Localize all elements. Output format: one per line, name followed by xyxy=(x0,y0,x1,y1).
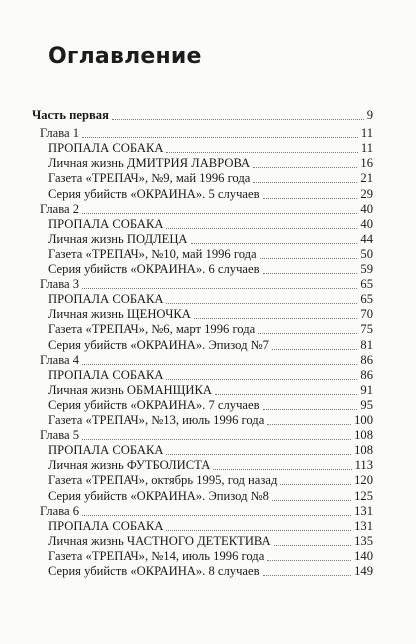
toc-section-entry xyxy=(48,247,373,262)
dot-leader xyxy=(166,228,357,229)
dot-leader xyxy=(263,198,358,199)
page-title: Оглавление xyxy=(48,44,202,69)
toc-chapter-entry xyxy=(40,202,373,217)
toc-entry-title: Газета «ТРЕПАЧ», №6, март 1996 года xyxy=(48,322,256,337)
dot-leader xyxy=(82,364,357,365)
dot-leader xyxy=(191,243,358,244)
dot-leader xyxy=(267,560,351,561)
dot-leader xyxy=(166,454,351,455)
toc-section-entry xyxy=(48,217,373,232)
toc-section-entry xyxy=(48,368,373,383)
toc-page-number: 131 xyxy=(354,503,373,518)
toc-section-entry xyxy=(48,413,373,428)
dot-leader xyxy=(267,424,351,425)
toc-section-entry xyxy=(48,489,373,504)
toc-page-number: 16 xyxy=(360,156,373,171)
toc-entry-title: ПРОПАЛА СОБАКА xyxy=(48,292,164,307)
toc-entry-title: Серия убийств «ОКРАИНА». 8 случаев xyxy=(48,564,260,578)
toc-chapter-entry xyxy=(40,353,373,368)
toc-section-entry xyxy=(48,549,373,564)
toc-chapter-entry xyxy=(40,126,373,141)
toc-page-number: 11 xyxy=(360,126,373,141)
toc-entry-title: Газета «ТРЕПАЧ», №13, июль 1996 года xyxy=(48,413,265,427)
toc-chapter-entry xyxy=(40,428,373,443)
toc-entry-title: ПРОПАЛА СОБАКА xyxy=(48,518,164,533)
dot-leader xyxy=(82,137,358,138)
toc-page-number: 59 xyxy=(360,262,373,276)
toc-entry-title: Серия убийств «ОКРАИНА». 7 случаев xyxy=(48,397,260,412)
toc-page-number: 86 xyxy=(360,367,373,382)
dot-leader xyxy=(215,394,357,395)
toc-section-entry xyxy=(48,292,373,307)
toc-entry-title: Личная жизнь ДМИТРИЯ ЛАВРОВА xyxy=(48,156,251,171)
toc-page-number: 50 xyxy=(360,246,373,261)
dot-leader xyxy=(82,213,357,214)
toc-entry-title: Личная жизнь ЧАСТНОГО ДЕТЕКТИВА xyxy=(48,533,271,548)
toc-page-number: 40 xyxy=(360,216,373,231)
dot-leader xyxy=(258,333,357,334)
dot-leader xyxy=(253,167,357,168)
toc-entry-title: Серия убийств «ОКРАИНА». Эпизод №7 xyxy=(48,337,269,352)
toc-entry-title: ПРОПАЛА СОБАКА xyxy=(48,216,164,231)
toc-entry-title: Газета «ТРЕПАЧ», №10, май 1996 года xyxy=(48,246,257,261)
toc-entry-title: Газета «ТРЕПАЧ», №9, май 1996 года xyxy=(48,171,251,186)
dot-leader xyxy=(166,530,351,531)
toc-entry-title: Глава 4 xyxy=(40,352,80,367)
dot-leader xyxy=(274,545,351,546)
dot-leader xyxy=(112,119,364,120)
toc-page-number: 125 xyxy=(354,488,373,503)
toc-page-number: 120 xyxy=(354,473,373,488)
toc-entry-title: Личная жизнь ОБМАНЩИКА xyxy=(48,382,212,397)
toc-section-entry xyxy=(48,156,373,171)
dot-leader xyxy=(166,303,357,304)
toc-page-number: 95 xyxy=(360,397,373,412)
toc-entry-title: Глава 3 xyxy=(40,277,80,292)
dot-leader xyxy=(194,318,358,319)
toc-entry-title: ПРОПАЛА СОБАКА xyxy=(48,141,164,156)
toc-page-number: 81 xyxy=(360,337,373,352)
toc-page-number: 140 xyxy=(354,548,373,563)
toc-page-number: 9 xyxy=(366,108,373,122)
toc-section-entry xyxy=(48,398,373,413)
toc-page-number: 86 xyxy=(360,352,373,367)
toc-entry-title: Личная жизнь ЩЕНОЧКА xyxy=(48,307,191,322)
toc-page-number: 11 xyxy=(360,141,373,156)
toc-entry-title: Глава 2 xyxy=(40,201,80,216)
toc-entry-title: Газета «ТРЕПАЧ», №14, июль 1996 года xyxy=(48,548,265,563)
dot-leader xyxy=(82,515,351,516)
toc-entry-title: Часть первая xyxy=(32,108,109,122)
toc-entry-title: ПРОПАЛА СОБАКА xyxy=(48,443,164,458)
toc-section-entry xyxy=(48,187,373,202)
dot-leader xyxy=(82,288,357,289)
toc-section-entry xyxy=(48,322,373,337)
toc-entry-title: Серия убийств «ОКРАИНА». 5 случаев xyxy=(48,186,260,201)
toc-entry-title: ПРОПАЛА СОБАКА xyxy=(48,367,164,382)
dot-leader xyxy=(272,349,357,350)
dot-leader xyxy=(260,258,358,259)
toc-page-number: 108 xyxy=(354,428,373,443)
toc-entry-title: Серия убийств «ОКРАИНА». 6 случаев xyxy=(48,262,260,276)
toc-section-entry xyxy=(48,519,373,534)
toc-section-entry xyxy=(48,262,373,277)
toc-chapter-entry xyxy=(40,277,373,292)
toc-page-number: 70 xyxy=(360,307,373,322)
toc-page-number: 149 xyxy=(354,564,373,578)
dot-leader xyxy=(253,182,357,183)
dot-leader xyxy=(263,575,352,576)
toc-page-number: 75 xyxy=(360,322,373,337)
toc-section-entry xyxy=(48,383,373,398)
toc-entry-title: Личная жизнь ФУТБОЛИСТА xyxy=(48,458,211,473)
toc-entry-title: Глава 6 xyxy=(40,503,80,518)
toc-section-entry xyxy=(48,443,373,458)
toc-page-number: 100 xyxy=(354,413,373,427)
toc-page-number: 44 xyxy=(360,231,373,246)
toc-section-entry xyxy=(48,338,373,353)
dot-leader xyxy=(166,152,357,153)
toc-page-number: 91 xyxy=(360,382,373,397)
toc-entry-title: Серия убийств «ОКРАИНА». Эпизод №8 xyxy=(48,488,269,503)
toc-section-entry xyxy=(48,564,373,579)
toc-entry-title: Глава 5 xyxy=(40,428,80,443)
toc-section-entry xyxy=(48,171,373,186)
toc-part-entry xyxy=(32,108,373,123)
toc-page-number: 131 xyxy=(354,518,373,533)
toc-entry-title: Глава 1 xyxy=(40,126,80,141)
dot-leader xyxy=(166,379,357,380)
dot-leader xyxy=(263,409,358,410)
toc-section-entry xyxy=(48,534,373,549)
toc-page-number: 29 xyxy=(360,186,373,201)
toc-entry-title: Газета «ТРЕПАЧ», октябрь 1995, год назад xyxy=(48,473,278,488)
toc-section-entry xyxy=(48,232,373,247)
toc-section-entry xyxy=(48,141,373,156)
toc-page-number: 21 xyxy=(360,171,373,186)
toc-section-entry xyxy=(48,307,373,322)
toc-page-number: 65 xyxy=(360,292,373,307)
toc-page-number: 108 xyxy=(354,443,373,458)
toc-section-entry xyxy=(48,473,373,488)
dot-leader xyxy=(213,469,351,470)
dot-leader xyxy=(272,500,351,501)
toc-chapter-entry xyxy=(40,504,373,519)
dot-leader xyxy=(82,439,351,440)
dot-leader xyxy=(280,484,351,485)
toc-page-number: 40 xyxy=(360,201,373,216)
toc-page-number: 113 xyxy=(354,458,373,473)
toc-page-number: 65 xyxy=(360,277,373,292)
dot-leader xyxy=(263,273,358,274)
toc-entry-title: Личная жизнь ПОДЛЕЦА xyxy=(48,231,188,246)
toc-page-number: 135 xyxy=(354,533,373,548)
toc-section-entry xyxy=(48,458,373,473)
